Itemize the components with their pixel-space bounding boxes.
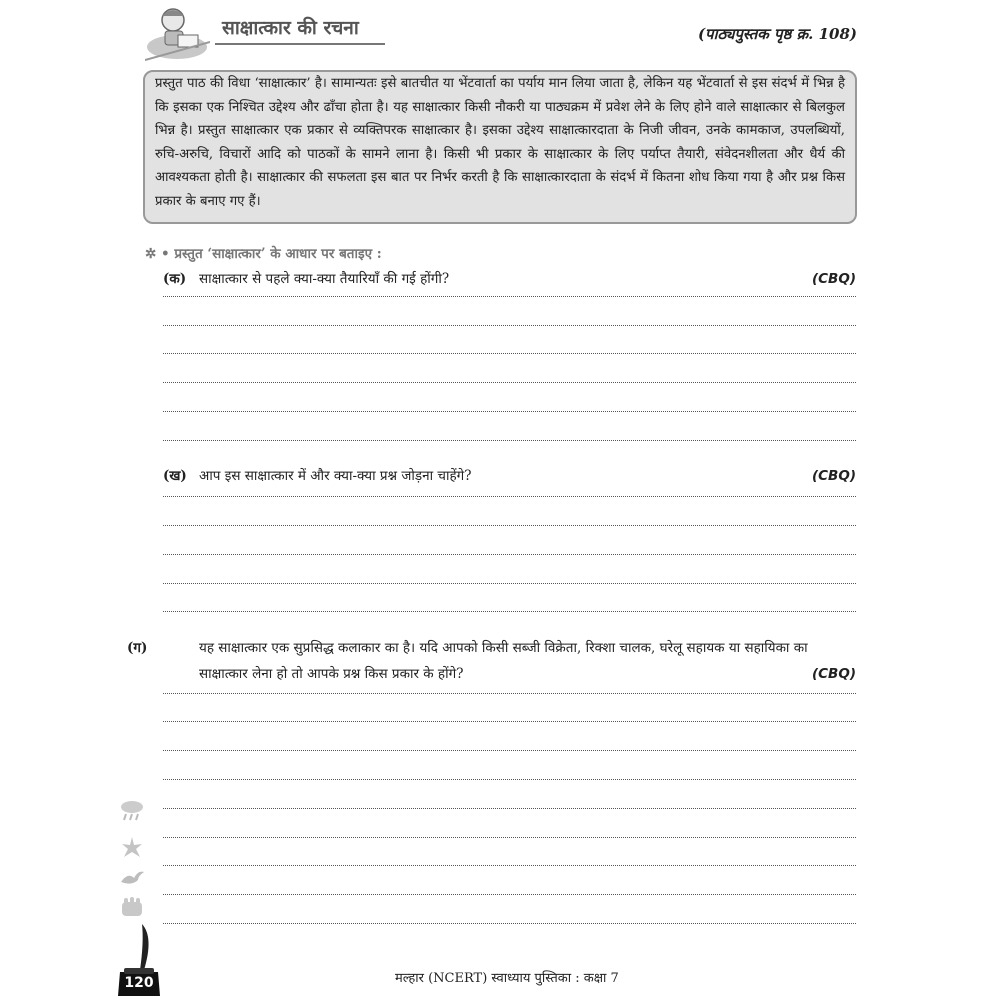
intro-paragraph: प्रस्तुत पाठ की विधा ‘साक्षात्कार’ है। सामान्यतः इसे बातचीत या भेंटवार्ता का पर्याय मान लिया जाता है, लेकिन यह भेंटवार्ता से इस संदर्भ में भिन्न है कि इसका एक निश्चित उद्देश्य और ढाँचा होता है। यह साक्षात्कार किसी नौकरी या पाठ्यक्रम में प्रवेश लेने के लिए होने वाले साक्षात्कार से बिलकुल भिन्न है। प्रस्तुत साक्षात्कार एक प्रकार से व्यक्तिपरक साक्षात्कार है। इसका उद्देश्य साक्षात्कारदाता के निजी जीवन, उनके कामकाज, उपलब्धियों, रुचि-अरुचि, विचारों आदि को पाठकों के सामने लाना है। किसी भी प्रकार के साक्षात्कार के लिए पर्याप्त तैयारी, संवेदनशीलता और धैर्य की आवश्यकता होती है। साक्षात्कार की सफलता इस बात पर निर्भर करती है कि साक्षात्कारदाता के संदर्भ में कितना शोध किया गया है और प्रश्न किस प्रकार के बनाए गए हैं। — [155, 76, 845, 209]
page-number: 120 — [124, 975, 154, 991]
footer-book-title: मल्हार (NCERT) स्वाध्याय पुस्तिका : कक्षा 7 — [395, 971, 619, 986]
question-letter: (ग) — [127, 640, 148, 656]
answer-line[interactable] — [163, 865, 856, 866]
answer-line[interactable] — [163, 382, 856, 383]
cloud-rain-icon — [118, 798, 146, 822]
answer-line[interactable] — [163, 808, 856, 809]
question-letter: (ख) — [163, 468, 187, 484]
cbq-tag: (CBQ) — [811, 666, 856, 682]
sun-icon — [118, 836, 146, 860]
cbq-tag: (CBQ) — [811, 271, 856, 287]
textbook-page-reference: (पाठ्यपुस्तक पृष्ठ क्र. 108) — [697, 25, 857, 43]
section-title: साक्षात्कार की रचना — [222, 17, 359, 39]
question-ka — [163, 266, 856, 292]
question-prompt: ✲ • प्रस्तुत ‘साक्षात्कार’ के आधार पर बताइए : — [145, 246, 382, 262]
answer-line[interactable] — [163, 611, 856, 612]
question-text: साक्षात्कार से पहले क्या-क्या तैयारियाँ की गई होंगी? — [199, 271, 450, 287]
boy-reading-icon — [145, 2, 210, 62]
bird-icon — [118, 866, 146, 890]
answer-line[interactable] — [163, 554, 856, 555]
answer-line[interactable] — [163, 353, 856, 354]
answer-line[interactable] — [163, 693, 856, 694]
answer-line[interactable] — [163, 750, 856, 751]
page-header — [0, 0, 1000, 70]
question-text: आप इस साक्षात्कार में और क्या-क्या प्रश्न जोड़ना चाहेंगे? — [199, 468, 472, 484]
answer-line[interactable] — [163, 837, 856, 838]
answer-line[interactable] — [163, 411, 856, 412]
answer-line[interactable] — [163, 779, 856, 780]
answer-line[interactable] — [163, 894, 856, 895]
answer-line[interactable] — [163, 496, 856, 497]
answer-line[interactable] — [163, 325, 856, 326]
intro-paragraph-box — [143, 70, 857, 224]
header-divider — [215, 43, 385, 45]
answer-line[interactable] — [163, 721, 856, 722]
question-text: यह साक्षात्कार एक सुप्रसिद्ध कलाकार का है। यदि आपको किसी सब्जी विक्रेता, रिक्शा चालक, घरेलू सहायक या सहायिका का साक्षात्कार लेना हो तो आपके प्रश्न किस प्रकार के होंगे? — [199, 640, 808, 682]
cbq-tag: (CBQ) — [811, 468, 856, 484]
answer-line[interactable] — [163, 923, 856, 924]
answer-line[interactable] — [163, 525, 856, 526]
answer-line[interactable] — [163, 296, 856, 297]
hand-icon — [118, 896, 146, 920]
question-ga — [127, 635, 856, 687]
answer-line[interactable] — [163, 583, 856, 584]
question-letter: (क) — [163, 271, 187, 287]
question-kha — [163, 463, 856, 489]
answer-line[interactable] — [163, 440, 856, 441]
